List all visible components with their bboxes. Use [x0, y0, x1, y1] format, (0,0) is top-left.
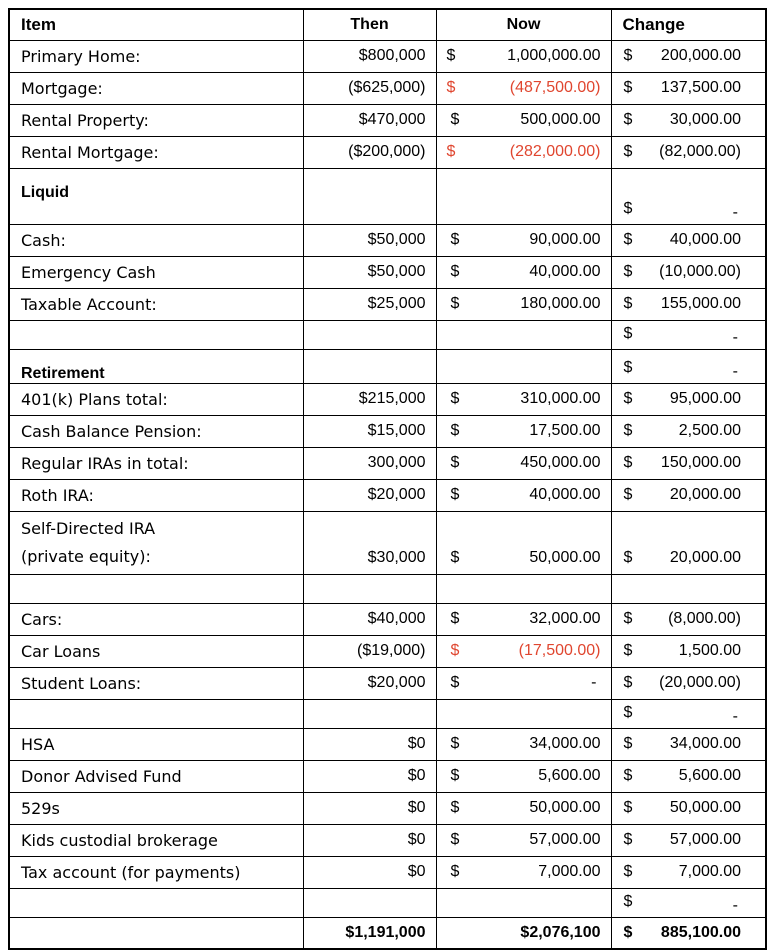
change-value: -: [732, 896, 738, 914]
now-currency-sign: $: [446, 47, 456, 64]
header-row: [9, 9, 766, 40]
change-currency-sign: $: [623, 47, 633, 64]
change-value: 150,000.00: [660, 454, 741, 471]
table-row: [9, 168, 766, 224]
row-change: [611, 349, 766, 383]
row-item: 529s: [9, 792, 303, 824]
change-value: (20,000.00): [659, 674, 741, 691]
row-change: [611, 136, 766, 168]
now-value: (17,500.00): [518, 642, 601, 659]
row-then: ($200,000): [303, 136, 436, 168]
table-row: [9, 728, 766, 760]
row-item: Tax account (for payments): [9, 856, 303, 888]
table-row: [9, 917, 766, 949]
change-currency-sign: $: [623, 799, 633, 816]
row-item: [9, 917, 303, 949]
row-change: [611, 104, 766, 136]
row-then: $20,000: [303, 479, 436, 511]
change-currency-sign: $: [623, 295, 633, 312]
row-item: [9, 574, 303, 603]
row-item-line1: Self-Directed IRA: [21, 518, 156, 538]
row-now: [436, 728, 611, 760]
row-then: $25,000: [303, 288, 436, 320]
change-value: 57,000.00: [669, 831, 741, 848]
row-change: [611, 667, 766, 699]
row-now: [436, 603, 611, 635]
change-value: 40,000.00: [669, 231, 741, 248]
now-currency-sign: $: [450, 111, 460, 128]
now-value: 34,000.00: [529, 735, 601, 752]
row-change: [611, 760, 766, 792]
row-now: [436, 511, 611, 574]
row-change: [611, 888, 766, 917]
table-row: [9, 349, 766, 383]
row-item: Cars:: [9, 603, 303, 635]
table-row: [9, 603, 766, 635]
table-row: [9, 72, 766, 104]
change-currency-sign: $: [623, 231, 633, 248]
header-item: Item: [9, 9, 303, 40]
row-change: [611, 256, 766, 288]
table-row: [9, 320, 766, 349]
header-change: Change: [611, 9, 766, 40]
now-currency-sign: $: [450, 610, 460, 627]
now-value: 57,000.00: [529, 831, 601, 848]
now-value: 17,500.00: [529, 422, 601, 439]
change-currency-sign: $: [623, 199, 633, 217]
row-now: [436, 415, 611, 447]
now-currency-sign: $: [450, 642, 460, 659]
now-value: 310,000.00: [520, 390, 601, 407]
row-change: [611, 856, 766, 888]
row-change: [611, 917, 766, 949]
row-then: 300,000: [303, 447, 436, 479]
table-row: [9, 224, 766, 256]
row-then: $50,000: [303, 256, 436, 288]
now-value: 5,600.00: [538, 767, 601, 784]
row-now: [436, 479, 611, 511]
change-value: 2,500.00: [678, 422, 741, 439]
table-row: [9, 856, 766, 888]
row-item: Mortgage:: [9, 72, 303, 104]
now-currency-sign: $: [450, 263, 460, 280]
row-now: $2,076,100: [436, 917, 611, 949]
row-item: Cash Balance Pension:: [9, 415, 303, 447]
now-currency-sign: $: [450, 231, 460, 248]
header-then: Then: [303, 9, 436, 40]
now-value: 500,000.00: [520, 111, 601, 128]
row-then: $0: [303, 728, 436, 760]
row-then: [303, 888, 436, 917]
row-now: [436, 760, 611, 792]
row-change: [611, 574, 766, 603]
change-currency-sign: $: [623, 548, 633, 566]
table-row: [9, 888, 766, 917]
table-row: [9, 699, 766, 728]
row-then: $40,000: [303, 603, 436, 635]
row-change: [611, 728, 766, 760]
change-value: (8,000.00): [668, 610, 741, 627]
now-value: (487,500.00): [509, 79, 601, 96]
row-change: [611, 383, 766, 415]
row-then: $0: [303, 760, 436, 792]
change-currency-sign: $: [623, 486, 633, 503]
row-item: Primary Home:: [9, 40, 303, 72]
now-value: 180,000.00: [520, 295, 601, 312]
row-item: [9, 320, 303, 349]
row-change: [611, 224, 766, 256]
table-row: [9, 667, 766, 699]
row-change: [611, 792, 766, 824]
change-currency-sign: $: [623, 263, 633, 280]
table-row: [9, 447, 766, 479]
row-now: [436, 104, 611, 136]
change-value: -: [732, 328, 738, 346]
row-now: [436, 574, 611, 603]
now-currency-sign: $: [450, 863, 460, 880]
now-value: 40,000.00: [529, 263, 601, 280]
now-currency-sign: $: [450, 295, 460, 312]
change-currency-sign: $: [623, 767, 633, 784]
row-now: [436, 349, 611, 383]
change-value: 50,000.00: [669, 799, 741, 816]
row-change: [611, 635, 766, 667]
row-then: $50,000: [303, 224, 436, 256]
now-value: -: [591, 674, 597, 691]
row-then: $0: [303, 824, 436, 856]
table-row: [9, 288, 766, 320]
change-value: 34,000.00: [669, 735, 741, 752]
row-then: $800,000: [303, 40, 436, 72]
change-value: 885,100.00: [660, 923, 741, 941]
row-item: Car Loans: [9, 635, 303, 667]
now-currency-sign: $: [450, 454, 460, 471]
change-currency-sign: $: [623, 703, 633, 721]
row-then: $1,191,000: [303, 917, 436, 949]
row-item-line2: (private equity):: [21, 546, 151, 566]
now-currency-sign: $: [450, 799, 460, 816]
row-then: $470,000: [303, 104, 436, 136]
row-then: $215,000: [303, 383, 436, 415]
row-then: $0: [303, 792, 436, 824]
row-change: [611, 72, 766, 104]
row-then: ($19,000): [303, 635, 436, 667]
change-currency-sign: $: [623, 674, 633, 691]
row-change: [611, 699, 766, 728]
row-now: [436, 447, 611, 479]
table-row: [9, 383, 766, 415]
change-currency-sign: $: [623, 358, 633, 376]
now-value: 7,000.00: [538, 863, 601, 880]
change-currency-sign: $: [623, 923, 633, 941]
row-item: Donor Advised Fund: [9, 760, 303, 792]
row-then: [303, 574, 436, 603]
row-item: Emergency Cash: [9, 256, 303, 288]
row-item: [9, 699, 303, 728]
net-worth-table: [8, 8, 767, 950]
row-item: [9, 511, 303, 574]
table-row: [9, 256, 766, 288]
row-now: [436, 224, 611, 256]
row-item: Regular IRAs in total:: [9, 447, 303, 479]
table-row: [9, 760, 766, 792]
change-value: 5,600.00: [678, 767, 741, 784]
change-currency-sign: $: [623, 454, 633, 471]
now-value: 450,000.00: [520, 454, 601, 471]
row-change: [611, 447, 766, 479]
change-currency-sign: $: [623, 892, 633, 910]
row-then: $15,000: [303, 415, 436, 447]
row-change: [611, 40, 766, 72]
table-row: [9, 104, 766, 136]
row-now: [436, 383, 611, 415]
row-now: [436, 635, 611, 667]
row-change: [611, 479, 766, 511]
change-currency-sign: $: [623, 610, 633, 627]
change-value: -: [732, 362, 738, 380]
change-value: 1,500.00: [678, 642, 741, 659]
now-value: 50,000.00: [529, 548, 601, 566]
row-then: [303, 320, 436, 349]
row-now: [436, 256, 611, 288]
change-value: 137,500.00: [660, 79, 741, 96]
row-now: [436, 699, 611, 728]
row-now: [436, 288, 611, 320]
change-currency-sign: $: [623, 143, 633, 160]
change-value: 30,000.00: [669, 111, 741, 128]
row-item: Taxable Account:: [9, 288, 303, 320]
now-currency-sign: $: [450, 422, 460, 439]
table-row: [9, 635, 766, 667]
now-currency-sign: $: [450, 674, 460, 691]
table-row: [9, 136, 766, 168]
table-row: [9, 40, 766, 72]
change-value: -: [732, 203, 738, 221]
row-item: Roth IRA:: [9, 479, 303, 511]
row-now: [436, 667, 611, 699]
table-row: [9, 479, 766, 511]
row-change: [611, 320, 766, 349]
change-currency-sign: $: [623, 111, 633, 128]
now-value: (282,000.00): [509, 143, 601, 160]
row-item: Liquid: [9, 168, 303, 224]
change-currency-sign: $: [623, 863, 633, 880]
now-currency-sign: $: [450, 831, 460, 848]
row-change: [611, 168, 766, 224]
change-currency-sign: $: [623, 79, 633, 96]
row-now: [436, 888, 611, 917]
row-change: [611, 824, 766, 856]
change-value: 200,000.00: [660, 47, 741, 64]
row-item: 401(k) Plans total:: [9, 383, 303, 415]
change-value: (10,000.00): [659, 263, 741, 280]
table-body: [9, 9, 766, 949]
row-item: Rental Property:: [9, 104, 303, 136]
now-value: 90,000.00: [529, 231, 601, 248]
row-change: [611, 415, 766, 447]
table-row: [9, 511, 766, 574]
row-item: HSA: [9, 728, 303, 760]
row-then: $20,000: [303, 667, 436, 699]
now-currency-sign: $: [450, 486, 460, 503]
now-currency-sign: $: [450, 548, 460, 566]
now-currency-sign: $: [446, 79, 456, 96]
row-now: [436, 168, 611, 224]
change-value: 7,000.00: [678, 863, 741, 880]
change-value: 20,000.00: [669, 486, 741, 503]
header-now: Now: [436, 9, 611, 40]
now-value: 40,000.00: [529, 486, 601, 503]
change-value: 20,000.00: [669, 548, 741, 566]
now-value: 32,000.00: [529, 610, 601, 627]
table-row: [9, 824, 766, 856]
row-now: [436, 40, 611, 72]
row-item: [9, 888, 303, 917]
now-currency-sign: $: [450, 735, 460, 752]
table-row: [9, 415, 766, 447]
row-change: [611, 511, 766, 574]
change-currency-sign: $: [623, 642, 633, 659]
change-currency-sign: $: [623, 324, 633, 342]
now-currency-sign: $: [446, 143, 456, 160]
row-then: [303, 349, 436, 383]
change-value: -: [732, 707, 738, 725]
row-item: Student Loans:: [9, 667, 303, 699]
row-item: Rental Mortgage:: [9, 136, 303, 168]
row-item: Kids custodial brokerage: [9, 824, 303, 856]
change-value: 95,000.00: [669, 390, 741, 407]
now-currency-sign: $: [450, 390, 460, 407]
row-now: [436, 136, 611, 168]
row-then: [303, 699, 436, 728]
now-currency-sign: $: [450, 767, 460, 784]
change-currency-sign: $: [623, 422, 633, 439]
row-then: [303, 168, 436, 224]
row-change: [611, 288, 766, 320]
change-value: (82,000.00): [659, 143, 741, 160]
row-item: Retirement: [9, 349, 303, 383]
change-currency-sign: $: [623, 735, 633, 752]
change-currency-sign: $: [623, 831, 633, 848]
table-row: [9, 792, 766, 824]
table-row: [9, 574, 766, 603]
row-then: $0: [303, 856, 436, 888]
change-currency-sign: $: [623, 390, 633, 407]
now-value: 1,000,000.00: [507, 47, 601, 64]
row-now: [436, 72, 611, 104]
row-now: [436, 856, 611, 888]
row-now: [436, 824, 611, 856]
row-then: ($625,000): [303, 72, 436, 104]
now-value: 50,000.00: [529, 799, 601, 816]
change-value: 155,000.00: [660, 295, 741, 312]
row-now: [436, 320, 611, 349]
row-then: $30,000: [303, 511, 436, 574]
row-item: Cash:: [9, 224, 303, 256]
row-now: [436, 792, 611, 824]
row-change: [611, 603, 766, 635]
